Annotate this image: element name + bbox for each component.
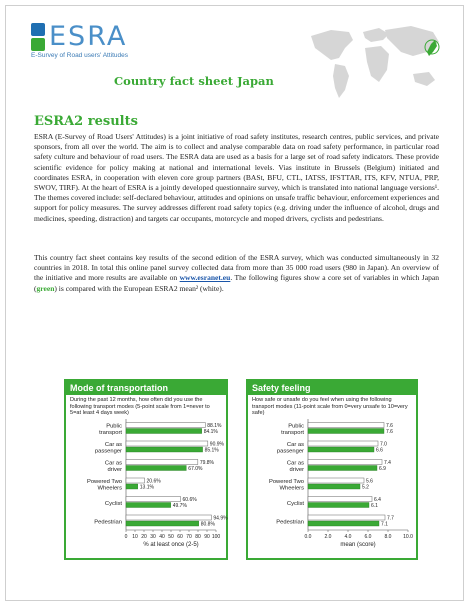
bar-european-mean — [126, 515, 211, 520]
bar-european-mean — [126, 441, 208, 446]
bar-value-label: 94.9% — [213, 515, 228, 522]
transport-panel — [64, 379, 228, 560]
x-tick-label: 8.0 — [384, 534, 392, 540]
x-tick-label: 10.0 — [403, 534, 413, 540]
bar-european-mean — [308, 423, 384, 428]
survey-paragraph-text-b: . The following figures show a core set of variables in which Japan ( — [34, 273, 439, 293]
x-tick-label: 70 — [186, 534, 192, 540]
bar-japan — [126, 447, 203, 452]
bar-european-mean — [308, 441, 378, 446]
bar-japan — [308, 484, 360, 489]
category-label: Car as — [104, 442, 122, 448]
bar-value-label: 7.6 — [386, 422, 393, 429]
safety-panel-title: Safety feeling — [248, 381, 416, 395]
esra-logo — [31, 23, 151, 63]
category-label: driver — [107, 467, 122, 473]
bar-japan — [126, 484, 138, 489]
x-tick-label: 50 — [168, 534, 174, 540]
category-label: Pedestrian — [276, 519, 304, 526]
bar-value-label: 6.1 — [371, 502, 378, 509]
section-title: ESRA2 results — [34, 114, 138, 129]
safety-panel — [246, 379, 418, 560]
esranet-link[interactable]: www.esranet.eu — [179, 273, 231, 283]
green-label: green — [36, 283, 55, 293]
category-label: passenger — [94, 448, 122, 455]
x-axis-title: % at least once (2-5) — [143, 542, 199, 548]
bar-value-label: 79.8% — [199, 459, 215, 466]
x-axis-title: mean (score) — [340, 542, 376, 548]
transport-panel-title: Mode of transportation — [66, 381, 226, 395]
bar-value-label: 13.1% — [139, 484, 154, 491]
x-tick-label: 60 — [177, 534, 183, 540]
x-tick-label: 4.0 — [344, 534, 352, 540]
category-label: transport — [281, 430, 304, 436]
bar-european-mean — [126, 497, 181, 502]
world-map-icon — [301, 18, 451, 108]
category-label: Wheelers — [279, 485, 304, 492]
bar-value-label: 49.7% — [172, 502, 187, 509]
intro-paragraph: ESRA (E-Survey of Road Users' Attitudes) is a joint initiative of road safety institutes, research centres, public services, and private sponsors, from all over the world. The aim is to collect and analyse comparable data on road safety performance, in particular road safety culture and behaviour of road users. The ESRA data are used as a basis for a large set of road safety indicators. These provide scientific evidence for policy making at national and international levels. Vias institute in Brussels (Belgium) initiated and coordinates ESRA, in cooperation with eleven core group partners (BASt, BFU, CTL, IATSS, IFSTTAR, ITS, KFV, NTUA, PRP, SWOV, TIRF). At the heart of ESRA is a jointly developed questionnaire survey, which is translated into national language versions¹. The themes covered include: self-declared behaviour, attitudes and opinions on unsafe traffic behaviour, enforcement experiences and support for policy measures. The survey addresses different road safety topics (e.g. driving under the influence of alcohol, drugs and medicines, speeding, distraction) and targets car occupants, motorcycle and moped drivers, cyclists and pedestrians. — [34, 132, 439, 223]
fact-sheet-page — [5, 5, 464, 601]
bar-japan — [126, 503, 171, 508]
x-tick-label: 100 — [211, 534, 221, 540]
bar-japan — [308, 521, 379, 526]
category-label: Car as — [286, 460, 304, 467]
bar-european-mean — [308, 478, 364, 483]
bar-european-mean — [126, 478, 145, 483]
category-label: Wheelers — [97, 485, 122, 492]
bar-value-label: 80.8% — [200, 521, 215, 528]
bar-japan — [126, 466, 186, 471]
transport-chart-svg — [66, 417, 226, 557]
bar-value-label: 7.6 — [386, 428, 393, 435]
x-tick-label: 30 — [150, 534, 156, 540]
bar-japan — [126, 429, 202, 434]
x-tick-label: 40 — [159, 534, 165, 540]
category-label: Public — [106, 423, 122, 430]
bar-value-label: 6.9 — [379, 465, 386, 472]
x-tick-label: 80 — [195, 534, 201, 540]
bar-japan — [308, 447, 374, 452]
bar-value-label: 88.1% — [207, 422, 222, 429]
bar-value-label: 90.9% — [209, 441, 224, 448]
x-tick-label: 0 — [124, 534, 128, 540]
x-tick-label: 2.0 — [324, 534, 332, 540]
bar-value-label: 5.2 — [362, 484, 369, 491]
bar-value-label: 7.4 — [384, 459, 391, 466]
logo-text: ESRA — [49, 21, 128, 52]
survey-paragraph-text-c: ) is compared with the European ESRA2 mean² (white). — [54, 283, 224, 293]
bar-value-label: 7.7 — [387, 515, 394, 522]
logo-mark-icon — [31, 23, 45, 51]
category-label: Powered Two — [86, 479, 122, 485]
bar-european-mean — [126, 460, 198, 465]
category-label: Car as — [104, 460, 122, 467]
bar-value-label: 67.0% — [188, 465, 203, 472]
safety-chart-svg — [248, 417, 416, 557]
bar-value-label: 6.6 — [376, 447, 383, 454]
transport-chart — [66, 417, 226, 562]
survey-paragraph — [34, 253, 439, 294]
bar-value-label: 5.6 — [366, 478, 373, 485]
bar-japan — [308, 429, 384, 434]
bar-european-mean — [308, 497, 372, 502]
category-label: Cyclist — [286, 500, 304, 507]
bar-value-label: 7.1 — [381, 521, 388, 528]
survey-paragraph-text-a: This country fact sheet contains key results of the second edition of the ESRA survey, which was conducted simultaneously in 32 countries in 2018. In total this online panel survey collected data from more than 35 000 road users (980 in Japan). An overview of the initiative and more results are available on — [34, 253, 439, 283]
bar-value-label: 85.1% — [204, 447, 219, 454]
x-tick-label: 20 — [141, 534, 147, 540]
x-tick-label: 90 — [204, 534, 210, 540]
category-label: driver — [289, 467, 304, 473]
bar-value-label: 20.6% — [146, 478, 161, 485]
category-label: Cyclist — [104, 500, 122, 507]
bar-value-label: 7.0 — [380, 441, 387, 448]
safety-chart — [248, 417, 416, 562]
category-label: Public — [288, 423, 304, 430]
bar-japan — [126, 521, 199, 526]
safety-panel-description: How safe or unsafe do you feel when using the following transport modes (11-point scale from 0=very unsafe to 10=very safe) — [252, 397, 408, 417]
bar-japan — [308, 503, 369, 508]
x-tick-label: 0.0 — [304, 534, 312, 540]
category-label: transport — [99, 430, 122, 436]
bar-value-label: 84.1% — [203, 428, 218, 435]
category-label: passenger — [276, 448, 304, 455]
x-tick-label: 6.0 — [364, 534, 372, 540]
transport-panel-description: During the past 12 months, how often did you use the following transport modes (5-point scale from 1=never to 5=at least 4 days week) — [70, 397, 210, 417]
category-label: Car as — [286, 442, 304, 448]
bar-japan — [308, 466, 377, 471]
bar-european-mean — [308, 460, 382, 465]
bar-european-mean — [126, 423, 205, 428]
bar-value-label: 6.4 — [374, 496, 381, 503]
logo-subtitle: E-Survey of Road users' Attitudes — [31, 52, 128, 59]
category-label: Pedestrian — [94, 519, 122, 526]
category-label: Powered Two — [268, 479, 304, 485]
x-tick-label: 10 — [132, 534, 138, 540]
bar-value-label: 60.6% — [182, 496, 197, 503]
bar-european-mean — [308, 515, 385, 520]
sheet-title: Country fact sheet Japan — [114, 74, 274, 88]
